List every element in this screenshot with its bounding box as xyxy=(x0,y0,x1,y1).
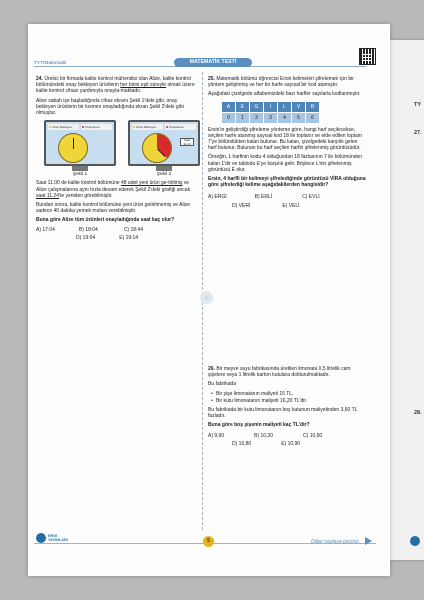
monitor-2 xyxy=(128,120,200,166)
q24-text-end: maktadır. xyxy=(120,88,142,95)
option-e[interactable]: E) VELİ xyxy=(282,202,300,209)
letter-cell: A xyxy=(222,102,235,112)
q24-p3: Saat 11.00 de kalite kontrol bölümüne xyxy=(36,180,121,187)
q25-question: Ersin, 4 harfli bir kelimeyi şifrelediğinde görüntüsü VİRA olduğuna göre şifrelediği kelime aşağıdakilerden hangisidir? xyxy=(208,176,366,189)
bg-question-number-27: 27. xyxy=(414,130,422,136)
code-cell: 6 xyxy=(306,113,319,123)
question-number: 26. xyxy=(208,366,215,372)
screen-figure-2 xyxy=(128,120,200,178)
option-b[interactable]: B) 18:04 xyxy=(78,226,98,233)
option-a[interactable]: A) 9,90 xyxy=(208,432,225,439)
publisher-logo-icon xyxy=(36,533,46,543)
option-b[interactable]: B) 10,20 xyxy=(254,432,274,439)
page-number: 5 xyxy=(203,536,214,547)
option-c[interactable]: C) 18:44 xyxy=(123,226,143,233)
q24-question: Buna göre Alize tüm ürünleri onayladığında saat kaç olur? xyxy=(36,217,175,224)
monitor-1 xyxy=(44,120,116,166)
code-cell: 0 xyxy=(222,113,235,123)
option-d[interactable]: D) VERİ xyxy=(232,202,251,209)
background-page xyxy=(388,40,424,560)
option-e[interactable]: E) 10,90 xyxy=(281,440,301,447)
q24-underlined: her birini eşit süreyle xyxy=(120,82,167,89)
logo-line-2: YAYINLARI xyxy=(48,538,68,542)
q26-bullet-2: • Bir kutu limonatanın maliyeti 16,20 TL'dir. xyxy=(208,398,366,404)
monitor-stand xyxy=(156,166,172,171)
q26-text: Bir meyve suyu fabrikasında üretilen limonata 0,5 litrelik cam şişelere veya 1 litrelik karton kutulara doldurulmaktadır. xyxy=(208,366,351,379)
q26-paragraph-3: Bu fabrikada bir kutu limonatanın boş kutunun maliyetinden 3,60 TL fazladır. xyxy=(208,407,358,420)
question-number: 25. xyxy=(208,76,215,82)
logo-line-1: ERGİ xyxy=(48,534,58,538)
bg-question-number-28: 28. xyxy=(414,410,422,416)
q26-question: Buna göre boş şişenin maliyeti kaç TL'dir? xyxy=(208,422,310,429)
test-page xyxy=(28,24,390,576)
legend-approved: Onaylanan xyxy=(81,124,112,130)
letter-cell: G xyxy=(250,102,263,112)
option-a[interactable]: A) ERGİ xyxy=(208,194,227,201)
q25-paragraph-3: Ersin'in geliştirdiği şifreleme yönteme göre, hangi harf seçilecekse, seçilen harfe atanmış sayısal kod 18 ile toplanır ve elde edilen toplam 7'ye bölündükten kalan bulunur. Bu kalan, çizelgedeki karşılık gelen harf bulunur. Bulunan bu harf seçilen harfin şifrelenmiş görüntüsüdür. xyxy=(208,126,362,152)
question-26 xyxy=(208,366,366,449)
legend-waiting: Onay Bekleyen xyxy=(48,124,79,130)
code-cell: 5 xyxy=(292,113,305,123)
q25-text: Matematik bölümü öğrencisi Ersin kelimeleri şifrelemek için bir yöntem geliştirmiş ve her bir harfe sayısal bir kod atamıştır. xyxy=(208,76,354,89)
letter-cell: E xyxy=(236,102,249,112)
figure-1-caption: Şekil 1 xyxy=(72,172,88,178)
pie-dial-1 xyxy=(58,133,88,163)
option-c[interactable]: C) 10,50 xyxy=(303,432,323,439)
next-arrow-icon xyxy=(365,537,372,545)
q24-paragraph-4: Bundan sonra, kalite kontrol bölümüne yeni ürün getirilmemiş ve Alize sadece 40 dakika yemek molası verebilmiştir. xyxy=(36,202,190,215)
pie-dial-2 xyxy=(142,133,172,163)
time-display: Saat 11.24 xyxy=(180,138,194,146)
letter-cell: L xyxy=(278,102,291,112)
next-page-text: Diğer sayfaya geçiniz. xyxy=(311,539,360,545)
q24-p3-end: 'te yeniden görebilmiştir. xyxy=(58,192,113,199)
q25-paragraph-4: Örneğin, L harfinin kodu 4 olduğundan 18 fazlasının 7 ile bölümünden kalan 1'dir ve tabloda E'ye karşılık gelir. Böylece L'nin şifrelenmiş görüntüsü E olur. xyxy=(208,154,363,173)
letter-cell: İ xyxy=(264,102,277,112)
option-d[interactable]: D) 19:04 xyxy=(76,234,96,241)
option-b[interactable]: B) ERLİ xyxy=(254,194,273,201)
q25-paragraph-2: Aşağıdaki çizelgede alfabemizdeki bazı harfler sayılarla kodlanmıştır. xyxy=(208,91,361,98)
cipher-table xyxy=(222,102,366,123)
q24-p3-ul: 48 adet yeni ürün ge- xyxy=(120,180,169,187)
legend-approved: Onaylanan xyxy=(165,124,196,130)
monitor-stand xyxy=(72,166,88,171)
option-d[interactable]: D) 10,80 xyxy=(232,440,252,447)
q24-p3-mid: ve Alize çalışmalarına aynı hızla devam ederek Şekil 2'deki grafiği ancak xyxy=(36,180,191,193)
letter-cell: R xyxy=(306,102,319,112)
option-c[interactable]: C) EVLİ xyxy=(302,194,320,201)
letter-cell: V xyxy=(292,102,305,112)
q24-text-cont: olmak üzere kalite kontrol cihazı yardımıyla onayla- xyxy=(36,82,195,95)
question-25 xyxy=(208,76,366,211)
q26-bullet-1: • Bir şişe limonatanın maliyeti 15 TL, xyxy=(208,391,366,397)
screen-figure-1 xyxy=(44,120,116,178)
watermark-icon: e xyxy=(200,291,213,304)
q24-text: Üretici bir firmada kalite kontrol mühendisi olan Alize, kalite kontrol bölümündeki onay bekleyen ürünlerin xyxy=(36,76,191,89)
option-e[interactable]: E) 19:14 xyxy=(119,234,139,241)
publisher-logo-text xyxy=(48,534,68,542)
option-a[interactable]: A) 17:04 xyxy=(36,226,55,233)
bg-page-label: TY xyxy=(414,102,422,108)
figure-2-caption: Şekil 2 xyxy=(156,172,172,178)
q26-paragraph-2: Bu fabrikada xyxy=(208,381,237,388)
header-badge: MATEMATİK TESTİ xyxy=(174,58,252,67)
bg-logo-icon xyxy=(410,536,420,546)
qr-code-icon xyxy=(359,48,376,65)
code-cell: 3 xyxy=(264,113,277,123)
code-cell: 4 xyxy=(278,113,291,123)
question-number: 24. xyxy=(36,76,43,82)
q24-p3-time: saat 11.24 xyxy=(36,192,59,199)
code-cell: 1 xyxy=(236,113,249,123)
q24-paragraph-2: Alize sabah işe başladığında cihaz ekranı Şekil 1'deki gibi, onay bekleyen ürünlerin bir kısmını onayladığında ekran Şekil 2'deki gibi olmuştur. xyxy=(36,97,184,117)
header-subject: TYT/Matematik xyxy=(34,61,67,66)
question-24 xyxy=(36,76,196,243)
q24-p3-ul2: tirilmiş xyxy=(168,180,183,187)
figure-screens xyxy=(44,120,196,178)
code-cell: 2 xyxy=(250,113,263,123)
legend-waiting: Onay Bekleyen xyxy=(132,124,163,130)
